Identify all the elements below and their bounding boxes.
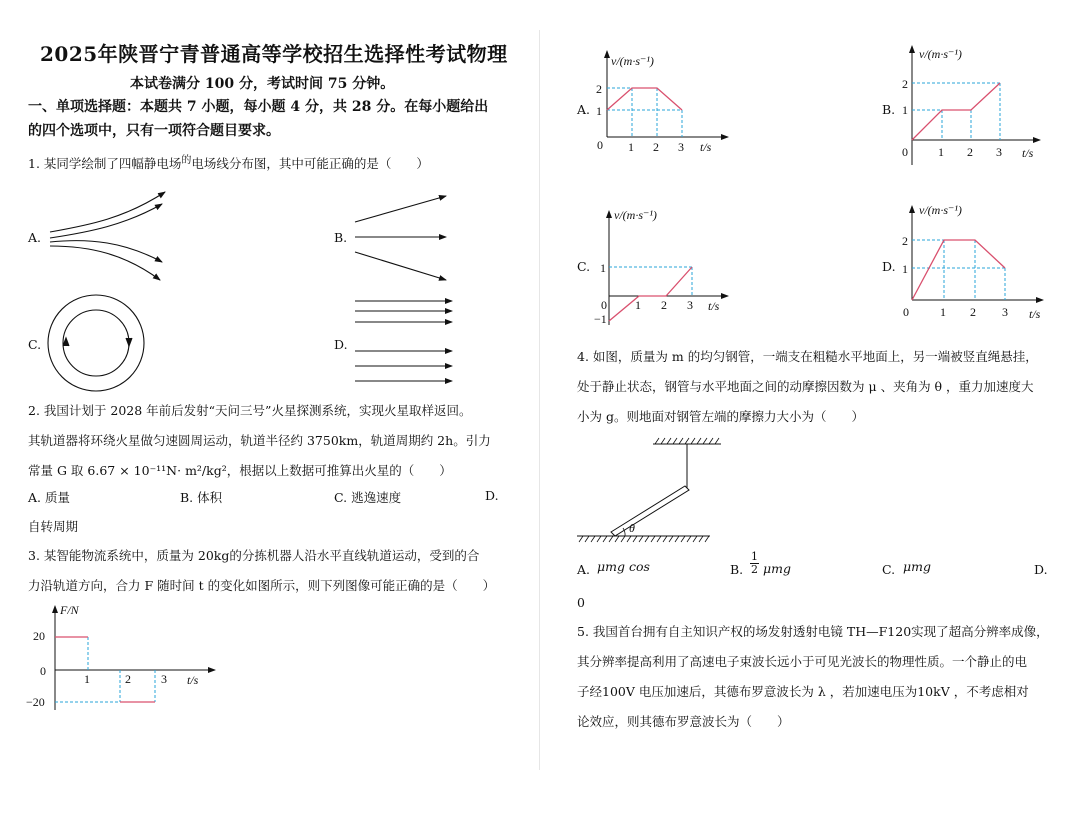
q2-option-b: B. 体积: [180, 490, 223, 505]
q1-option-c-label: C.: [28, 337, 42, 352]
q3-y-tick-0: 0: [40, 664, 46, 678]
q3-option-b-graph: [895, 40, 1055, 170]
steel-pipe: [611, 486, 689, 536]
q5-line1: 5. 我国首台拥有自主知识产权的场发射透射电镜 TH—F120实现了超高分辨率成像，: [577, 624, 1049, 639]
q1-stem-sup: 的: [181, 155, 192, 166]
d-xtick-2: 2: [970, 305, 976, 319]
section-heading-line2: 的四个选项中，只有一项符合题目要求。: [28, 123, 280, 139]
a-velocity-line: [607, 88, 682, 110]
q3-option-c-label: C.: [577, 259, 591, 274]
theta-label: θ: [629, 521, 635, 535]
q3-graph-ylabel: F/N: [60, 603, 79, 617]
diagram-a-curved-lines: [50, 192, 165, 280]
exam-info: 本试卷满分 100 分，考试时间 75 分钟。: [130, 76, 395, 92]
q3-option-b-label: B.: [882, 102, 896, 117]
q3-x-tick-1: 1: [84, 672, 90, 686]
q4-option-b-label: B.: [730, 562, 744, 577]
q1-option-b-label: B.: [334, 230, 348, 245]
q1-stem-b: 电场线分布图，其中可能正确的是（ ）: [191, 156, 429, 172]
q3-force-graph: [20, 600, 220, 715]
c-velocity-line: [609, 267, 692, 321]
q4-steel-pipe-diagram: [575, 432, 735, 547]
c-ytick-neg1: −1: [594, 312, 607, 326]
q3-line2: 力沿轨道方向，合力 F 随时间 t 的变化如图所示，则下列图像可能正确的是（ ）: [28, 578, 496, 593]
question-3-stem: [28, 541, 495, 601]
d-ylabel: v/(m·s⁻¹): [919, 203, 962, 217]
q4-option-a-label: A.: [577, 562, 591, 577]
q4-option-a: μmg cos: [597, 559, 650, 574]
q3-line1: 3. 某智能物流系统中，质量为 20kg的分拣机器人沿水平直线轨道运动，受到的合: [28, 548, 480, 563]
d-xtick-1: 1: [940, 305, 946, 319]
q2-line2: 其轨道器将环绕火星做匀速圆周运动，轨道半径约 3750km，轨道周期约 2h。引力: [28, 433, 491, 448]
c-xtick-2: 2: [661, 298, 667, 312]
q2-option-d: D.: [485, 488, 499, 503]
diagram-d-parallel-lines: [355, 301, 452, 381]
section-heading: [28, 95, 488, 143]
question-4-stem: [577, 342, 1038, 432]
question-1-stem: [28, 153, 429, 172]
a-xtick-3: 3: [678, 140, 684, 154]
q1-option-d-label: D.: [334, 337, 348, 352]
q4-line1: 4. 如图，质量为 m 的均匀钢管，一端支在粗糙水平地面上，另一端被竖直绳悬挂，: [577, 349, 1038, 364]
q2-option-c: C. 逃逸速度: [334, 490, 402, 505]
q5-line2: 其分辨率提高利用了高速电子束波长远小于可见光波长的物理性质。一个静止的电: [577, 654, 1028, 669]
c-ytick-1: 1: [600, 261, 606, 275]
q2-option-d-text: 自转周期: [28, 519, 79, 534]
section-heading-line1: 一、单项选择题：本题共 7 小题，每小题 4 分，共 28 分。在每小题给出: [28, 99, 489, 115]
a-xtick-1: 1: [628, 140, 634, 154]
page-title: 2025年陕晋宁青普通高等学校招生选择性考试物理: [40, 42, 508, 66]
q4-option-d-text: 0: [577, 595, 585, 610]
b-velocity-line: [912, 83, 1000, 140]
q3-y-tick-20: 20: [33, 629, 45, 643]
q5-line4: 论效应，则其德布罗意波长为（ ）: [577, 714, 790, 729]
b-xtick-2: 2: [967, 145, 973, 159]
q1-field-diagrams: [0, 180, 540, 395]
q3-graph-xlabel: t/s: [187, 673, 199, 687]
q4-option-c-label: C.: [882, 562, 896, 577]
d-xlabel: t/s: [1029, 307, 1041, 321]
q3-y-tick-neg20: −20: [26, 695, 45, 709]
q1-option-a-label: A.: [28, 230, 42, 245]
column-divider: [539, 30, 540, 770]
question-5-stem: [577, 617, 1049, 737]
b-ytick-1: 1: [902, 103, 908, 117]
c-xtick-0: 0: [601, 298, 607, 312]
diagram-c-concentric-circles: [48, 295, 144, 391]
a-xtick-0: 0: [597, 138, 603, 152]
q4-option-b-fraction: [750, 551, 759, 576]
q3-option-a-graph: [590, 45, 730, 160]
q4-line3: 小为 g。则地面对钢管左端的摩擦力大小为（ ）: [577, 409, 864, 424]
a-ylabel: v/(m·s⁻¹): [611, 54, 654, 68]
q3-option-d-graph: [895, 200, 1055, 325]
c-ylabel: v/(m·s⁻¹): [614, 208, 657, 222]
q4-option-c: μmg: [903, 559, 931, 574]
c-xtick-1: 1: [635, 298, 641, 312]
b-xlabel: t/s: [1022, 146, 1034, 160]
diagram-b-diverging-lines: [355, 196, 446, 280]
b-ytick-2: 2: [902, 77, 908, 91]
q3-x-tick-2: 2: [125, 672, 131, 686]
q3-x-tick-3: 3: [161, 672, 167, 686]
c-xtick-3: 3: [687, 298, 693, 312]
q2-line1: 2. 我国计划于 2028 年前后发射“天问三号”火星探测系统，实现火星取样返回。: [28, 403, 472, 418]
b-xtick-3: 3: [996, 145, 1002, 159]
q4-line2: 处于静止状态，钢管与水平地面之间的动摩擦因数为 μ 、夹角为 θ ，重力加速度大: [577, 379, 1034, 394]
q4-option-b: μmg: [763, 561, 791, 576]
d-velocity-line: [912, 240, 1005, 300]
q1-stem-a: 1. 某同学绘制了四幅静电场: [28, 156, 182, 172]
q2-option-a: A. 质量: [28, 490, 70, 505]
a-xtick-2: 2: [653, 140, 659, 154]
fraction-denominator: 2: [751, 563, 758, 576]
a-ytick-1: 1: [596, 104, 602, 118]
c-xlabel: t/s: [708, 299, 720, 313]
b-xtick-1: 1: [938, 145, 944, 159]
q2-line3: 常量 G 取 6.67 × 10⁻¹¹N· m²/kg²，根据以上数据可推算出火星的（ ）: [28, 463, 452, 478]
d-xtick-3: 3: [1002, 305, 1008, 319]
a-ytick-2: 2: [596, 82, 602, 96]
q3-option-c-graph: [592, 205, 732, 330]
b-ylabel: v/(m·s⁻¹): [919, 47, 962, 61]
question-2-stem: [28, 396, 491, 486]
d-xtick-0: 0: [903, 305, 909, 319]
d-ytick-1: 1: [902, 262, 908, 276]
q3-option-a-label: A.: [577, 102, 591, 117]
b-xtick-0: 0: [902, 145, 908, 159]
q3-option-d-label: D.: [882, 259, 896, 274]
q4-option-d-label: D.: [1034, 562, 1048, 577]
a-xlabel: t/s: [700, 140, 712, 154]
d-ytick-2: 2: [902, 234, 908, 248]
q5-line3: 子经100V 电压加速后，其德布罗意波长为 λ ，若加速电压为10kV ，不考虑相对: [577, 684, 1029, 699]
fraction-numerator: 1: [751, 550, 758, 563]
